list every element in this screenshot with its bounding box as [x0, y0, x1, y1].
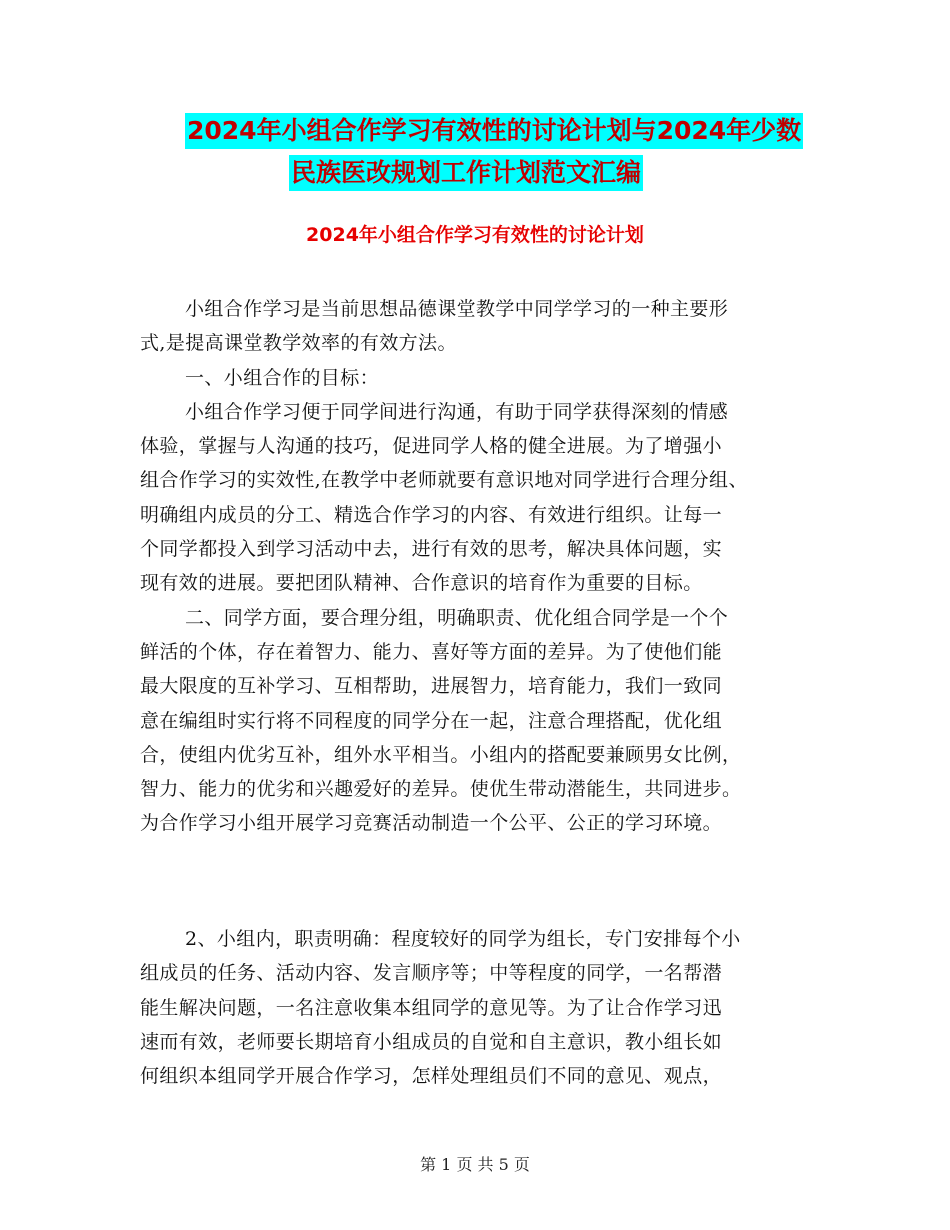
- paragraph-line: 智力、能力的优劣和兴趣爱好的差异。使优生带动潜能生，共同进步。: [140, 778, 742, 801]
- paragraph-line: 速而有效，老师要长期培育小组成员的自觉和自主意识，教小组长如: [140, 1030, 723, 1053]
- paragraph-line: 小组合作学习便于同学间进行沟通，有助于同学获得深刻的情感: [185, 400, 729, 423]
- paragraph-line: 明确组内成员的分工、精选合作学习的内容、有效进行组织。让每一: [140, 503, 723, 526]
- page-footer: 第 1 页 共 5 页: [420, 1155, 530, 1174]
- paragraph-line: 能生解决问题，一名注意收集本组同学的意见等。为了让合作学习迅: [140, 996, 723, 1019]
- paragraph-line: 合，使组内优劣互补，组外水平相当。小组内的搭配要兼顾男女比例，: [140, 743, 742, 766]
- paragraph-line: 意在编组时实行将不同程度的同学分在一起，注意合理搭配，优化组: [140, 709, 723, 732]
- paragraph-line: 2、小组内，职责明确：程度较好的同学为组长，专门安排每个小: [185, 928, 741, 950]
- document-title-line-2: 民族医改规划工作计划范文汇编: [289, 155, 643, 191]
- paragraph-line: 一、小组合作的目标：: [185, 366, 380, 389]
- section-title: 2024年小组合作学习有效性的讨论计划: [306, 224, 644, 246]
- paragraph-line: 二、同学方面，要合理分组，明确职责、优化组合同学是一个个: [185, 606, 729, 629]
- paragraph-line: 何组织本组同学开展合作学习，怎样处理组员们不同的意见、观点，: [140, 1065, 723, 1088]
- paragraph-line: 现有效的进展。要把团队精神、合作意识的培育作为重要的目标。: [140, 572, 703, 595]
- paragraph-line: 组成员的任务、活动内容、发言顺序等；中等程度的同学，一名帮潜: [140, 962, 723, 985]
- paragraph-line: 个同学都投入到学习活动中去，进行有效的思考，解决具体问题，实: [140, 538, 723, 561]
- paragraph-line: 为合作学习小组开展学习竞赛活动制造一个公平、公正的学习环境。: [140, 812, 723, 835]
- paragraph-line: 体验，掌握与人沟通的技巧，促进同学人格的健全进展。为了增强小: [140, 435, 723, 458]
- paragraph-block-2: [140, 922, 820, 1093]
- paragraph-line: 小组合作学习是当前思想品德课堂教学中同学学习的一种主要形: [185, 298, 729, 320]
- paragraph-line: 鲜活的个体，存在着智力、能力、喜好等方面的差异。为了使他们能: [140, 640, 723, 663]
- paragraph-line: 最大限度的互补学习、互相帮助，进展智力，培育能力，我们一致同: [140, 675, 723, 698]
- paragraph-line: 式,是提高课堂教学效率的有效方法。: [140, 332, 457, 355]
- document-title-line-1: 2024年小组合作学习有效性的讨论计划与2024年少数: [185, 113, 803, 149]
- paragraph-line: 组合作学习的实效性,在教学中老师就要有意识地对同学进行合理分组、: [140, 469, 748, 492]
- paragraph-block-1: [140, 292, 820, 841]
